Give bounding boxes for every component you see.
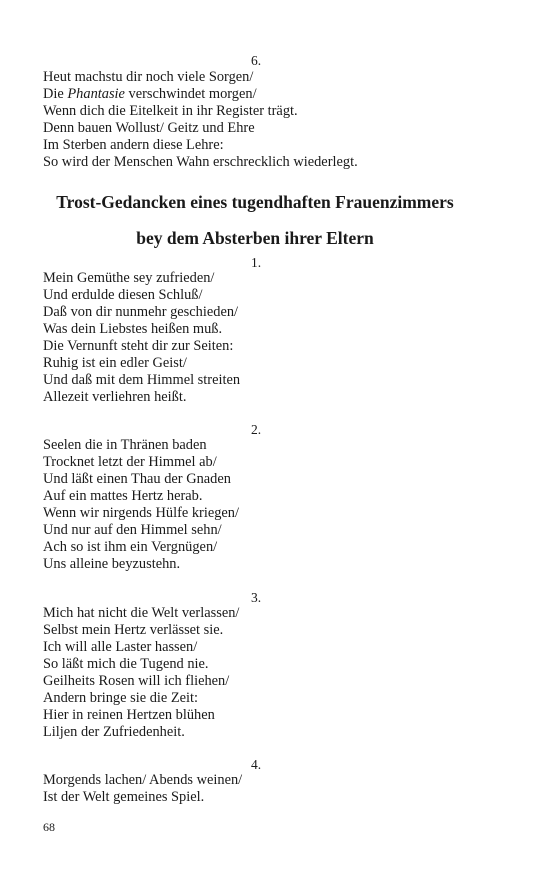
verse-line: So wird der Menschen Wahn erschrecklich wiederlegt.	[43, 154, 358, 170]
verse-line: Uns alleine beyzustehn.	[43, 556, 181, 572]
verse-line: Die Phantasie verschwindet morgen/	[43, 86, 257, 102]
verse-line: Allezeit verliehren heißt.	[43, 389, 187, 405]
page-number: 68	[43, 820, 55, 834]
verse-line: Heut machstu dir noch viele Sorgen/	[43, 69, 254, 85]
stanza-number: 4.	[250, 757, 262, 772]
verse-line: Wenn wir nirgends Hülfe kriegen/	[43, 505, 239, 521]
stanza-3	[43, 605, 513, 741]
verse-line: Die Vernunft steht dir zur Seiten:	[43, 338, 234, 354]
verse-line: Auf ein mattes Hertz herab.	[43, 488, 203, 504]
verse-line: Hier in reinen Hertzen blühen	[43, 707, 215, 723]
verse-line: Ruhig ist ein edler Geist/	[43, 355, 187, 371]
verse-line: Wenn dich die Eitelkeit in ihr Register trägt.	[43, 103, 298, 119]
italic-word: Phantasie	[67, 86, 125, 102]
verse-line: Seelen die in Thränen baden	[43, 437, 207, 453]
verse-line: Morgends lachen/ Abends weinen/	[43, 772, 243, 788]
verse-line: Ich will alle Laster hassen/	[43, 639, 198, 655]
stanza-4	[43, 772, 513, 806]
stanza-number: 1.	[250, 255, 262, 270]
verse-line: Und erdulde diesen Schluß/	[43, 287, 203, 303]
verse-line: Geilheits Rosen will ich fliehen/	[43, 673, 230, 689]
poem-subtitle: bey dem Absterben ihrer Eltern	[136, 228, 374, 248]
verse-line: Trocknet letzt der Himmel ab/	[43, 454, 217, 470]
poem-title: Trost-Gedancken eines tugendhaften Frauenzimmers	[56, 192, 454, 212]
verse-line: Selbst mein Hertz verlässet sie.	[43, 622, 224, 638]
verse-line: Mein Gemüthe sey zufrieden/	[43, 270, 215, 286]
stanza-6	[43, 69, 513, 171]
stanza-number: 6.	[250, 53, 262, 68]
verse-line: Ach so ist ihm ein Vergnügen/	[43, 539, 218, 555]
verse-line: Und nur auf den Himmel sehn/	[43, 522, 222, 538]
verse-line: Was dein Liebstes heißen muß.	[43, 321, 223, 337]
verse-line: Und daß mit dem Himmel streiten	[43, 372, 241, 388]
verse-line: So läßt mich die Tugend nie.	[43, 656, 209, 672]
verse-line: Ist der Welt gemeines Spiel.	[43, 789, 205, 805]
stanza-2	[43, 437, 513, 573]
verse-line: Denn bauen Wollust/ Geitz und Ehre	[43, 120, 255, 136]
verse-line: Liljen der Zufriedenheit.	[43, 724, 185, 740]
verse-line: Und läßt einen Thau der Gnaden	[43, 471, 231, 487]
verse-line: Daß von dir nunmehr geschieden/	[43, 304, 239, 320]
verse-line: Andern bringe sie die Zeit:	[43, 690, 199, 706]
stanza-number: 2.	[250, 422, 262, 437]
verse-line: Im Sterben andern diese Lehre:	[43, 137, 224, 153]
verse-line: Mich hat nicht die Welt verlassen/	[43, 605, 240, 621]
stanza-1	[43, 270, 513, 406]
stanza-number: 3.	[250, 590, 262, 605]
